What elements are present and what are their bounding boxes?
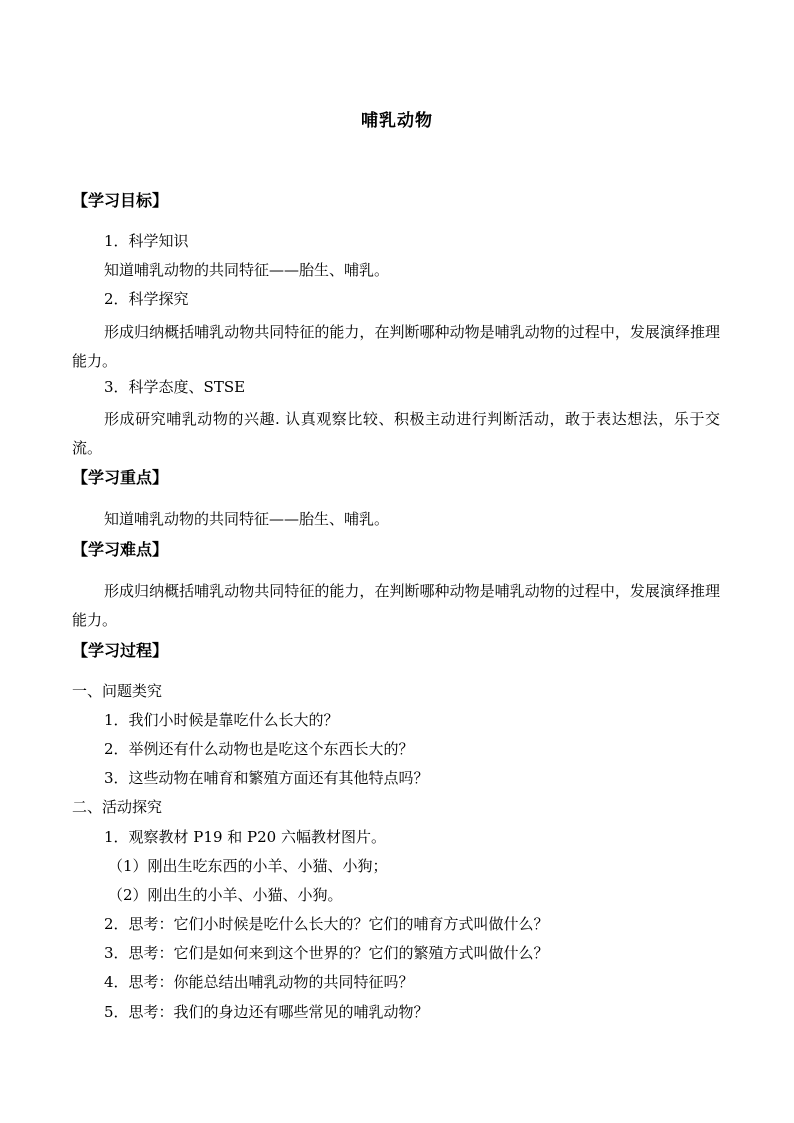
process-part2-a1-sub2: （2）刚出生的小羊、小猫、小狗。 [108,886,343,904]
goal-2-label: 2．科学探究 [104,290,189,308]
process-part2-a1-sub1: （1）刚出生吃东西的小羊、小猫、小狗； [108,857,388,875]
process-part2-a5: 5．思考：我们的身边还有哪些常见的哺乳动物？ [104,1003,429,1021]
page-title: 哺乳动物 [361,111,433,131]
process-part1-title: 一、问题类究 [72,682,163,700]
process-part1-q2: 2．举例还有什么动物也是吃这个东西长大的？ [104,740,414,758]
goal-2-text: 形成归纳概括哺乳动物共同特征的能力，在判断哪种动物是哺乳动物的过程中，发展演绎推理能力。 [72,323,720,370]
key-points-text: 知道哺乳动物的共同特征——胎生、哺乳。 [104,510,390,528]
goal-3-text: 形成研究哺乳动物的兴趣. 认真观察比较、积极主动进行判断活动，敢于表达想法，乐于交流。 [72,410,720,457]
section-heading-goals: 【学习目标】 [72,191,169,210]
goal-1-label: 1．科学知识 [104,232,189,250]
goal-1-text: 知道哺乳动物的共同特征——胎生、哺乳。 [104,261,390,279]
difficulties-text: 形成归纳概括哺乳动物共同特征的能力，在判断哪种动物是哺乳动物的过程中，发展演绎推理能力。 [72,582,720,629]
process-part2-a1: 1．观察教材 P19 和 P20 六幅教材图片。 [104,828,386,846]
goal-3-label: 3．科学态度、STSE [104,378,246,396]
section-heading-difficulties: 【学习难点】 [72,540,169,559]
section-heading-process: 【学习过程】 [72,641,169,660]
process-part2-a3: 3．思考：它们是如何来到这个世界的？它们的繁殖方式叫做什么？ [104,944,549,962]
section-heading-key-points: 【学习重点】 [72,468,169,487]
process-part1-q3: 3．这些动物在哺育和繁殖方面还有其他特点吗？ [104,769,429,787]
process-part2-a4: 4．思考：你能总结出哺乳动物的共同特征吗？ [104,973,414,991]
process-part2-title: 二、活动探究 [72,798,163,816]
process-part1-q1: 1．我们小时候是靠吃什么长大的？ [104,711,339,729]
process-part2-a2: 2．思考：它们小时候是吃什么长大的？它们的哺育方式叫做什么？ [104,915,549,933]
